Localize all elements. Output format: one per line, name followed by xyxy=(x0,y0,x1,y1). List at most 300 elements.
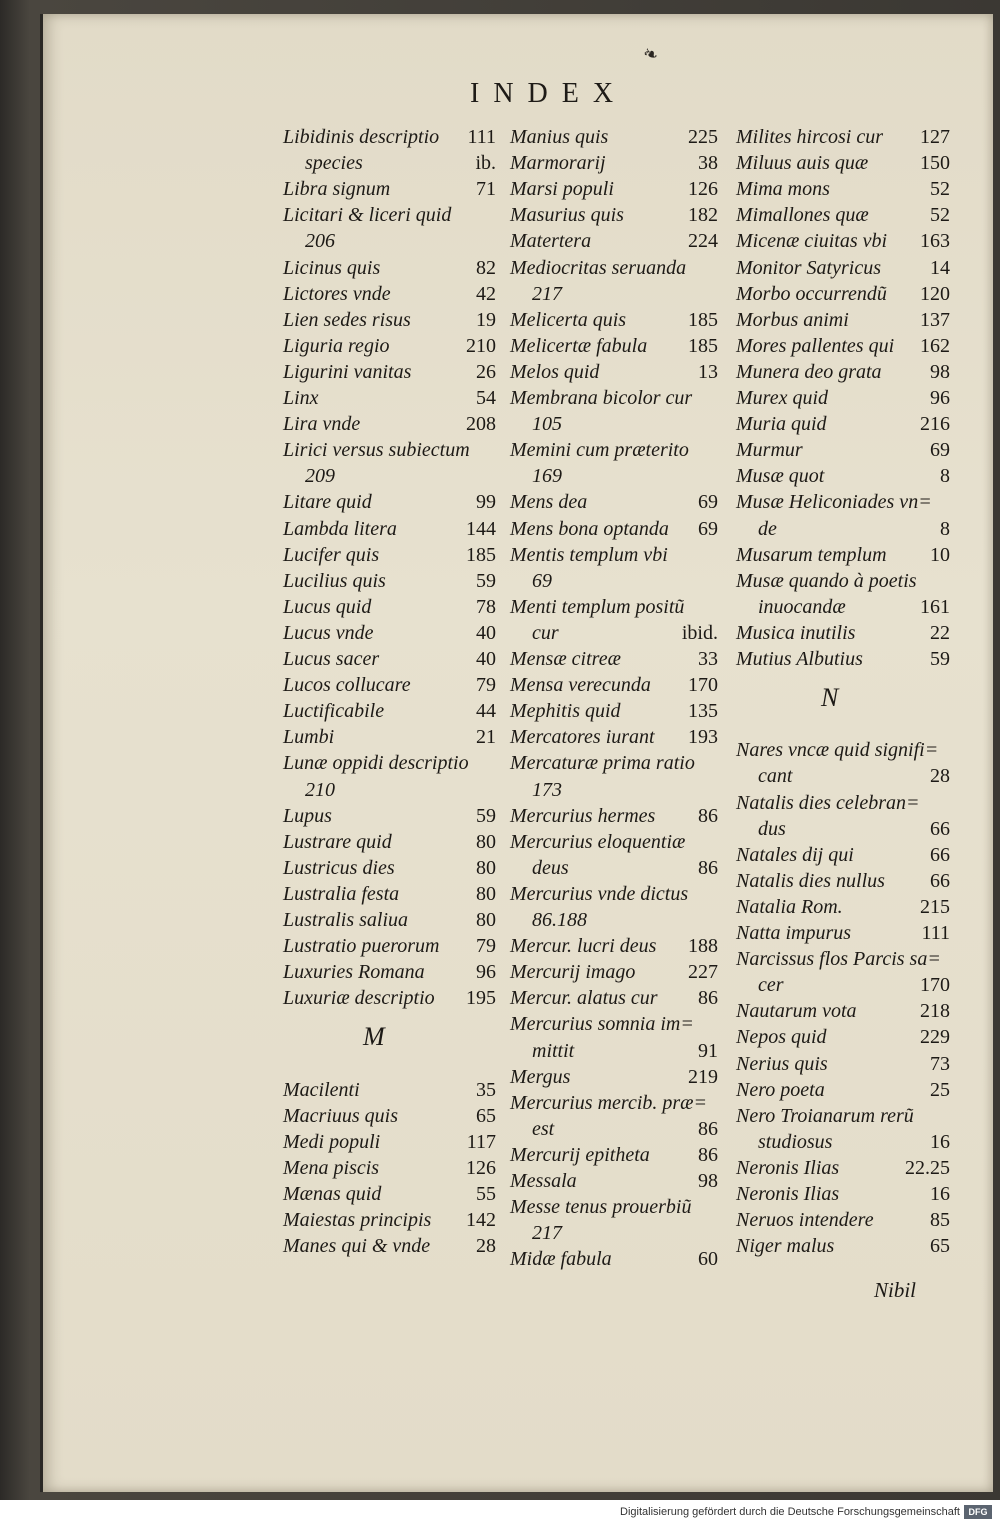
index-term: cer xyxy=(758,974,784,997)
index-entry xyxy=(736,126,950,149)
index-term: Nares vncæ quid signifi= xyxy=(736,739,939,762)
index-term: Narcissus flos Parcis sa= xyxy=(736,948,941,971)
index-entry xyxy=(283,309,496,332)
fleuron-ornament-icon: ❧ xyxy=(639,42,662,67)
index-term: 173 xyxy=(532,778,562,801)
index-page-number: 28 xyxy=(476,1235,496,1258)
index-page-number: 98 xyxy=(930,360,950,383)
index-page-number: 10 xyxy=(930,543,950,566)
index-term: Lien sedes risus xyxy=(283,308,411,331)
index-term: Monitor Satyricus xyxy=(736,256,881,279)
index-entry xyxy=(283,1183,496,1206)
index-term: Neruos intendere xyxy=(736,1209,874,1232)
index-term: Musæ quot xyxy=(736,465,825,488)
index-page-number: 42 xyxy=(476,282,496,305)
index-term: Mimallones quæ xyxy=(736,204,869,227)
index-term: Mercurij imago xyxy=(510,961,636,984)
index-entry xyxy=(532,1222,718,1245)
index-term: Mænas quid xyxy=(283,1183,382,1206)
index-page-number: 215 xyxy=(920,895,950,918)
index-page-number: 66 xyxy=(930,869,950,892)
index-entry xyxy=(283,518,496,541)
index-page-number: 188 xyxy=(688,935,718,958)
index-page-number: 16 xyxy=(930,1183,950,1206)
index-term: Natta impurus xyxy=(736,922,852,945)
index-term: Marmorarij xyxy=(510,152,606,175)
index-entry xyxy=(305,465,496,488)
index-page-number: 99 xyxy=(476,491,496,514)
index-term: 217 xyxy=(532,282,562,305)
index-entry xyxy=(283,909,496,932)
index-term: Mercurij epitheta xyxy=(510,1143,650,1166)
index-term: 69 xyxy=(532,569,552,592)
index-page-number: 44 xyxy=(476,700,496,723)
index-page-number: 79 xyxy=(476,674,496,697)
index-term: Manes qui & vnde xyxy=(283,1235,431,1258)
index-page-number: 85 xyxy=(930,1209,950,1232)
index-term: Marsi populi xyxy=(510,178,614,201)
index-entry xyxy=(283,961,496,984)
index-term: de xyxy=(758,517,777,540)
index-entry xyxy=(532,1118,718,1141)
index-entry xyxy=(283,570,496,593)
index-term: Lucifer quis xyxy=(283,543,380,566)
index-page-number: 22.25 xyxy=(905,1156,950,1179)
index-term: Mediocritas seruanda xyxy=(510,256,687,279)
index-entry xyxy=(510,700,718,723)
index-entry xyxy=(283,387,496,410)
index-entry xyxy=(736,792,950,815)
index-entry xyxy=(510,257,718,280)
index-term: Macilenti xyxy=(283,1078,360,1101)
index-term: 105 xyxy=(532,413,562,436)
index-entry xyxy=(510,726,718,749)
index-entry xyxy=(758,1131,950,1154)
index-page-number: 66 xyxy=(930,843,950,866)
index-entry xyxy=(283,726,496,749)
index-entry xyxy=(305,152,496,175)
index-page-number: 80 xyxy=(476,856,496,879)
index-page-number: 126 xyxy=(466,1156,496,1179)
index-term: Libra signum xyxy=(283,178,391,201)
index-page-number: 21 xyxy=(476,726,496,749)
index-term: mittit xyxy=(532,1039,575,1062)
index-term: Libidinis descriptio xyxy=(283,126,440,148)
index-entry xyxy=(510,1196,718,1219)
index-entry xyxy=(510,204,718,227)
index-term: est xyxy=(532,1117,555,1140)
index-page-number: 161 xyxy=(920,595,950,618)
index-page-number: 185 xyxy=(688,308,718,331)
dfg-logo-icon: DFG xyxy=(964,1505,992,1519)
index-page-number: 91 xyxy=(698,1039,718,1062)
index-term: Linx xyxy=(283,387,319,409)
index-term: Mercurius vnde dictus xyxy=(510,882,689,905)
index-term: Mutius Albutius xyxy=(736,648,863,670)
index-entry xyxy=(283,1209,496,1232)
index-term: cur xyxy=(532,621,559,644)
index-page-number: ib. xyxy=(475,152,496,175)
index-term: Lambda litera xyxy=(283,517,397,540)
index-entry xyxy=(510,1066,718,1089)
index-term: Matertera xyxy=(510,230,592,253)
index-page-number: 98 xyxy=(698,1170,718,1192)
index-entry xyxy=(510,987,718,1010)
index-page-number: 225 xyxy=(688,126,718,148)
index-term: Lucus vnde xyxy=(283,621,374,644)
index-entry xyxy=(510,491,718,514)
index-page-number: 227 xyxy=(688,961,718,984)
index-page-number: ibid. xyxy=(681,621,718,644)
index-entry xyxy=(510,361,718,384)
index-page-number: 16 xyxy=(930,1130,950,1153)
index-term: Mephitis quid xyxy=(510,700,621,723)
index-term: species xyxy=(305,152,363,175)
index-page-number: 8 xyxy=(940,517,950,540)
index-entry xyxy=(736,361,950,384)
index-entry xyxy=(510,1013,718,1036)
index-entry xyxy=(532,857,718,880)
index-page-number: 224 xyxy=(688,230,718,253)
index-page-number: 78 xyxy=(476,595,496,618)
index-term: Lunæ oppidi descriptio xyxy=(283,752,469,775)
index-page-number: 13 xyxy=(698,360,718,383)
index-entry xyxy=(283,674,496,697)
index-entry xyxy=(283,204,496,227)
index-term: Lictores vnde xyxy=(283,282,391,305)
index-term: Miluus auis quæ xyxy=(736,152,869,175)
index-term: inuocandæ xyxy=(758,595,846,618)
index-page-number: 117 xyxy=(466,1130,496,1153)
index-page-number: 126 xyxy=(688,178,718,201)
index-page-number: 82 xyxy=(476,256,496,279)
index-page-number: 80 xyxy=(476,830,496,853)
index-page-number: 185 xyxy=(688,334,718,357)
index-term: Musæ quando à poetis xyxy=(736,569,917,592)
index-term: Mercur. lucri deus xyxy=(510,935,657,958)
index-page-number: 144 xyxy=(466,517,496,540)
index-entry xyxy=(510,518,718,541)
index-entry xyxy=(283,1079,496,1102)
index-term: Nero poeta xyxy=(736,1078,825,1101)
index-entry xyxy=(510,230,718,253)
index-term: Natales dij qui xyxy=(736,843,854,866)
index-term: Licinus quis xyxy=(283,256,381,279)
index-term: Mercur. alatus cur xyxy=(510,987,658,1010)
index-term: Mergus xyxy=(510,1065,571,1088)
index-page-number: 19 xyxy=(476,308,496,331)
index-page-number: 120 xyxy=(920,282,950,305)
index-term: Mercaturæ prima ratio xyxy=(510,752,695,775)
index-entry xyxy=(736,439,950,462)
index-term: Luxuries Romana xyxy=(283,961,425,984)
index-term: Munera deo grata xyxy=(736,360,882,383)
index-entry xyxy=(736,844,950,867)
index-entry xyxy=(283,883,496,906)
index-page-number: 219 xyxy=(688,1065,718,1088)
index-term: Lupus xyxy=(283,804,332,827)
index-entry xyxy=(736,922,950,945)
index-page-number: 86 xyxy=(698,1143,718,1166)
index-entry xyxy=(532,283,718,306)
index-entry xyxy=(283,544,496,567)
index-entry xyxy=(532,570,718,593)
index-term: Mercurius somnia im= xyxy=(510,1013,694,1036)
index-entry xyxy=(283,257,496,280)
index-page-number: 60 xyxy=(698,1248,718,1271)
index-entry xyxy=(736,1053,950,1076)
index-entry xyxy=(510,152,718,175)
index-term: Mens dea xyxy=(510,491,588,514)
index-page-number: 38 xyxy=(698,152,718,175)
catchword: Nibil xyxy=(874,1278,917,1302)
index-entry xyxy=(532,465,718,488)
index-entry xyxy=(283,987,496,1010)
index-term: deus xyxy=(532,856,569,879)
index-page-number: 229 xyxy=(920,1026,950,1049)
index-entry xyxy=(510,387,718,410)
index-term: Membrana bicolor cur xyxy=(510,387,693,409)
index-entry xyxy=(283,622,496,645)
index-term: Melos quid xyxy=(510,360,600,383)
index-entry xyxy=(510,335,718,358)
index-term: Luxuriæ descriptio xyxy=(283,987,435,1010)
index-entry xyxy=(283,805,496,828)
index-page-number: 59 xyxy=(476,569,496,592)
index-page-number: 210 xyxy=(466,334,496,357)
index-term: Milites hircosi cur xyxy=(736,126,884,148)
index-term: dus xyxy=(758,817,786,840)
index-page-number: 80 xyxy=(476,909,496,931)
index-page-number: 170 xyxy=(920,974,950,997)
index-term: Melicerta quis xyxy=(510,308,627,331)
index-entry xyxy=(510,752,718,775)
index-entry xyxy=(736,1000,950,1023)
index-page-number: 52 xyxy=(930,178,950,201)
index-entry xyxy=(510,674,718,697)
index-term: Licitari & liceri quid xyxy=(283,204,452,227)
index-entry xyxy=(736,544,950,567)
index-entry xyxy=(758,518,950,541)
index-entry xyxy=(283,283,496,306)
index-term: Lustralis saliua xyxy=(283,909,409,931)
index-term: Murex quid xyxy=(736,387,829,409)
index-term: Natalia Rom. xyxy=(736,895,843,918)
index-term: Memini cum præterito xyxy=(510,439,689,462)
index-term: Midæ fabula xyxy=(510,1248,612,1271)
index-entry xyxy=(510,883,718,906)
index-entry xyxy=(283,413,496,436)
index-page-number: 40 xyxy=(476,648,496,670)
index-entry xyxy=(736,1026,950,1049)
index-entry xyxy=(736,178,950,201)
index-page-number: 86 xyxy=(698,856,718,879)
index-entry xyxy=(283,752,496,775)
index-page-number: 111 xyxy=(467,126,496,148)
index-page-number: 170 xyxy=(688,674,718,697)
index-entry xyxy=(758,765,950,788)
index-page-number: 80 xyxy=(476,882,496,905)
index-term: Lirici versus subiectum xyxy=(283,439,470,462)
index-term: Natalis dies celebran= xyxy=(736,791,920,814)
index-page-number: 137 xyxy=(920,308,950,331)
index-page-number: 69 xyxy=(930,439,950,462)
index-entry xyxy=(283,1235,496,1258)
index-term: Musica inutilis xyxy=(736,621,856,644)
index-term: Lumbi xyxy=(283,726,335,749)
index-entry xyxy=(532,1040,718,1063)
index-entry xyxy=(283,648,496,671)
index-entry xyxy=(532,909,718,932)
index-page-number: 111 xyxy=(921,922,950,945)
index-term: Neronis Ilias xyxy=(736,1156,840,1179)
index-term: Murmur xyxy=(736,439,803,462)
index-term: 86.188 xyxy=(532,909,587,931)
index-entry xyxy=(736,257,950,280)
index-term: 210 xyxy=(305,778,335,801)
index-page-number: 127 xyxy=(920,126,950,148)
index-entry xyxy=(736,1209,950,1232)
index-page-number: 28 xyxy=(930,765,950,788)
index-entry xyxy=(736,309,950,332)
section-letter: N xyxy=(821,683,839,713)
index-term: Mercurius eloquentiæ xyxy=(510,830,686,853)
index-entry xyxy=(736,491,950,514)
index-term: Ligurini vanitas xyxy=(283,360,412,383)
index-term: Macriuus quis xyxy=(283,1104,398,1127)
footer-bar xyxy=(0,1500,1000,1526)
index-entry xyxy=(736,739,950,762)
index-term: Micenæ ciuitas vbi xyxy=(736,230,888,253)
index-page-number: 26 xyxy=(476,360,496,383)
index-page-number: 73 xyxy=(930,1052,950,1075)
index-page-number: 40 xyxy=(476,621,496,644)
index-page-number: 216 xyxy=(920,413,950,436)
index-entry xyxy=(510,1092,718,1115)
index-entry xyxy=(283,935,496,958)
index-entry xyxy=(736,283,950,306)
index-entry xyxy=(736,152,950,175)
index-entry xyxy=(283,335,496,358)
index-term: Liguria regio xyxy=(283,334,390,357)
index-page-number: 195 xyxy=(466,987,496,1010)
index-entry xyxy=(736,1079,950,1102)
index-page-number: 96 xyxy=(930,387,950,409)
index-page-number: 52 xyxy=(930,204,950,227)
index-term: Mentis templum vbi xyxy=(510,543,668,566)
index-term: cant xyxy=(758,765,793,788)
index-page-number: 163 xyxy=(920,230,950,253)
funding-credit: Digitalisierung gefördert durch die Deutsche Forschungsgemeinschaft xyxy=(620,1506,960,1518)
index-term: Lucos collucare xyxy=(283,674,411,697)
index-entry xyxy=(736,1183,950,1206)
index-term: Mercurius mercib. præ= xyxy=(510,1091,707,1114)
index-entry xyxy=(283,700,496,723)
index-entry xyxy=(736,465,950,488)
index-term: Mens bona optanda xyxy=(510,517,669,540)
index-page-number: 96 xyxy=(476,961,496,984)
index-entry xyxy=(736,413,950,436)
index-term: Lucilius quis xyxy=(283,569,386,592)
index-entry xyxy=(510,1144,718,1167)
index-entry xyxy=(510,648,718,671)
index-term: 209 xyxy=(305,465,335,488)
index-entry xyxy=(510,831,718,854)
index-term: Natalis dies nullus xyxy=(736,869,885,892)
index-page-number: 33 xyxy=(698,648,718,670)
index-term: Litare quid xyxy=(283,491,372,514)
index-page-number: 22 xyxy=(930,621,950,644)
index-entry xyxy=(758,818,950,841)
index-entry xyxy=(283,439,496,462)
index-page-number: 86 xyxy=(698,1117,718,1140)
index-page-number: 150 xyxy=(920,152,950,175)
index-term: Lucus quid xyxy=(283,595,372,618)
index-entry xyxy=(736,870,950,893)
index-entry xyxy=(736,1105,950,1128)
index-entry xyxy=(283,1131,496,1154)
index-entry xyxy=(510,935,718,958)
index-entry xyxy=(510,961,718,984)
index-term: Melicertæ fabula xyxy=(510,334,648,357)
index-term: Nero Troianarum rerũ xyxy=(736,1104,914,1127)
index-page-number: 14 xyxy=(930,256,950,279)
index-page-number: 25 xyxy=(930,1078,950,1101)
index-term: Maiestas principis xyxy=(283,1209,432,1232)
index-entry xyxy=(283,1105,496,1128)
index-term: 169 xyxy=(532,465,562,488)
index-entry xyxy=(532,779,718,802)
index-entry xyxy=(283,1157,496,1180)
index-term: Mena piscis xyxy=(283,1156,380,1179)
index-entry xyxy=(736,622,950,645)
index-page-number: 59 xyxy=(476,804,496,827)
index-term: Musæ Heliconiades vn= xyxy=(736,491,932,514)
index-term: Nautarum vota xyxy=(736,1000,857,1023)
index-term: Mercurius hermes xyxy=(510,804,656,827)
index-page-number: 54 xyxy=(476,387,496,409)
index-page-number: 218 xyxy=(920,1000,950,1023)
index-entry xyxy=(510,805,718,828)
index-entry xyxy=(736,648,950,671)
index-term: Lustrare quid xyxy=(283,830,392,853)
index-entry xyxy=(736,1157,950,1180)
index-entry xyxy=(736,230,950,253)
index-entry xyxy=(532,413,718,436)
index-term: Mores pallentes qui xyxy=(736,334,895,357)
index-term: Mensæ citreæ xyxy=(510,648,621,670)
index-term: 217 xyxy=(532,1222,562,1245)
index-term: Neronis Ilias xyxy=(736,1183,840,1206)
index-term: Masurius quis xyxy=(510,204,624,227)
index-entry xyxy=(736,948,950,971)
index-entry xyxy=(283,491,496,514)
index-entry xyxy=(736,1235,950,1258)
index-entry xyxy=(510,1170,718,1193)
index-term: Mima mons xyxy=(736,178,830,201)
index-page-number: 182 xyxy=(688,204,718,227)
index-term: Menti templum positũ xyxy=(510,595,685,618)
index-entry xyxy=(283,126,496,149)
index-page-number: 65 xyxy=(930,1235,950,1258)
index-term: Musarum templum xyxy=(736,543,887,566)
index-term: Mensa verecunda xyxy=(510,674,651,697)
index-page-number: 79 xyxy=(476,935,496,958)
index-entry xyxy=(736,570,950,593)
index-entry xyxy=(510,1248,718,1271)
index-entry xyxy=(283,596,496,619)
index-term: Manius quis xyxy=(510,126,609,148)
